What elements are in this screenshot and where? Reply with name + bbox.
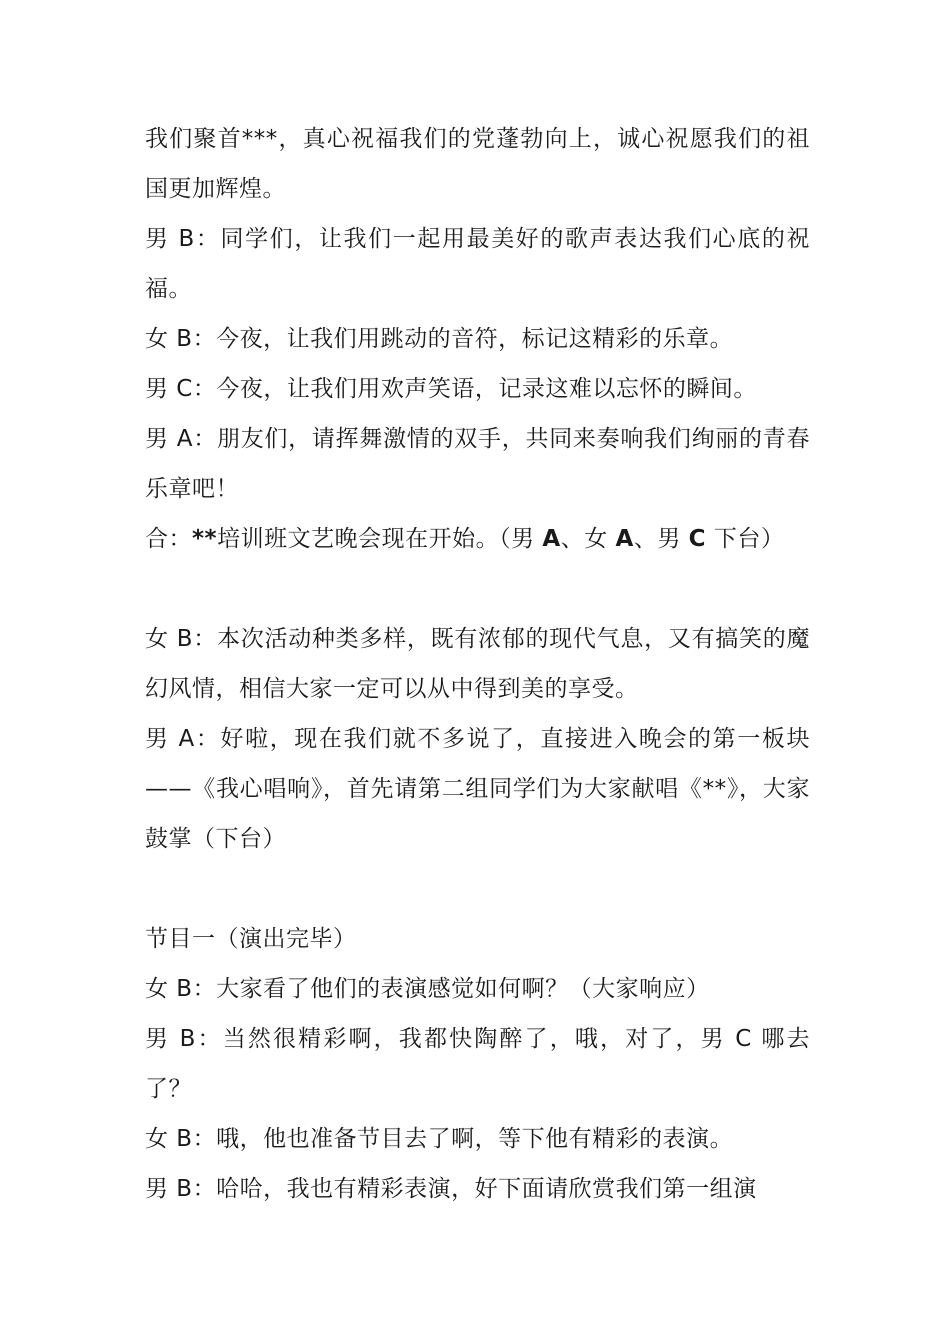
paragraph-opening: 我们聚首***，真心祝福我们的党蓬勃向上，诚心祝愿我们的祖国更加辉煌。 <box>145 126 810 202</box>
paragraph-male-b-1: 男 B：同学们，让我们一起用最美好的歌声表达我们心底的祝福。 <box>145 226 810 302</box>
paragraph-female-b-1: 女 B：今夜，让我们用跳动的音符，标记这精彩的乐章。 <box>145 326 734 352</box>
chorus-text-4: 下台） <box>706 526 785 552</box>
paragraph-female-b-2: 女 B：本次活动种类多样，既有浓郁的现代气息，又有搞笑的魔幻风情，相信大家一定可以从中得到美的享受。 <box>145 626 810 702</box>
chorus-speaker: 合： <box>145 526 192 552</box>
blank-line <box>145 864 810 914</box>
paragraph-male-b-2: 男 B：当然很精彩啊，我都快陶醉了，哦，对了，男 C 哪去了？ <box>145 1026 810 1102</box>
chorus-text-2: 、女 <box>560 526 616 552</box>
paragraph-male-a-2: 男 A：好啦，现在我们就不多说了，直接进入晚会的第一板块——《我心唱响》，首先请第二组同学们为大家献唱《**》，大家鼓掌（下台） <box>145 726 810 852</box>
chorus-letter-a2: A <box>615 526 634 552</box>
chorus-placeholder: ** <box>192 526 218 552</box>
chorus-text-3: 、男 <box>633 526 689 552</box>
chorus-letter-c: C <box>688 526 707 552</box>
paragraph-program-one: 节目一（演出完毕） <box>145 926 357 952</box>
paragraph-female-b-3: 女 B：大家看了他们的表演感觉如何啊？（大家响应） <box>145 976 710 1002</box>
paragraph-female-b-4: 女 B：哦，他也准备节目去了啊，等下他有精彩的表演。 <box>145 1126 734 1152</box>
paragraph-male-c-1: 男 C：今夜，让我们用欢声笑语，记录这难以忘怀的瞬间。 <box>145 376 757 402</box>
paragraph-male-b-3: 男 B：哈哈，我也有精彩表演，好下面请欣赏我们第一组演 <box>145 1176 757 1202</box>
chorus-letter-a1: A <box>542 526 561 552</box>
paragraph-male-a-1: 男 A：朋友们，请挥舞激情的双手，共同来奏响我们绚丽的青春乐章吧！ <box>145 426 810 502</box>
chorus-text: 培训班文艺晚会现在开始。（男 <box>217 526 543 552</box>
blank-line <box>145 564 810 614</box>
document-body <box>145 114 810 1214</box>
paragraph-chorus <box>145 514 810 564</box>
